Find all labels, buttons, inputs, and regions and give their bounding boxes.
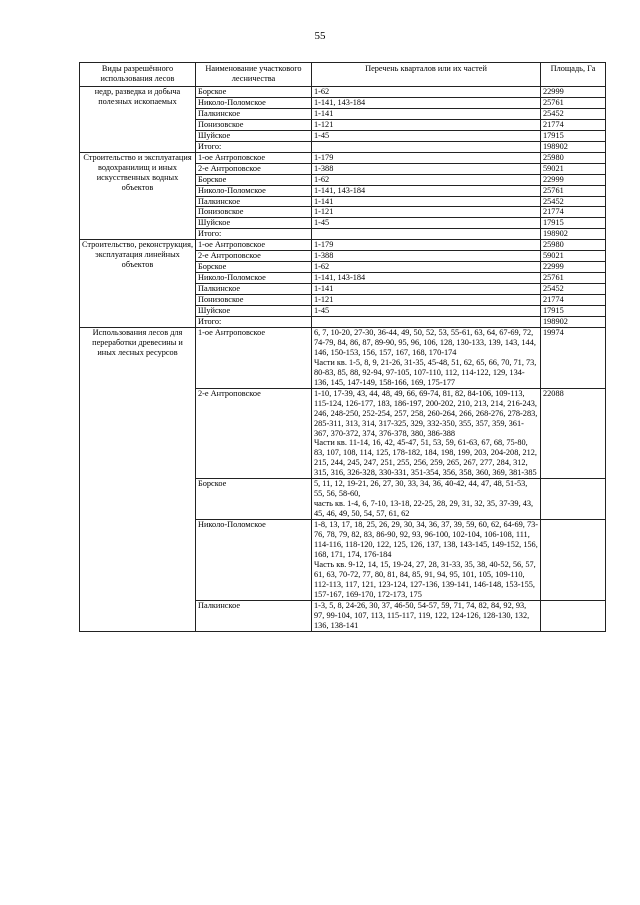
quarters-cell	[312, 600, 541, 631]
area-cell: 17915	[541, 130, 606, 141]
quarters-cell: 1-45	[312, 218, 541, 229]
use-type-cell: Строительство и эксплуатация водохранилищ и иных искусственных водных объектов	[80, 152, 196, 240]
quarters-parts: Части кв. 1-5, 8, 9, 21-26, 31-35, 45-48, 51, 62, 65, 66, 70, 71, 73, 80-83, 85, 88, 92-94, 97-105, 107-110, 112, 114-122, 129, 134-136, 145, 147-149, 158-166, 169, 175-177	[314, 357, 537, 387]
quarters-cell: 1-141, 143-184	[312, 97, 541, 108]
forestry-cell: Понизовское	[196, 295, 312, 306]
header-use-type: Виды разрешённого использования лесов	[80, 63, 196, 87]
forestry-cell: 1-ое Антроповское	[196, 327, 312, 388]
header-area: Площадь, Га	[541, 63, 606, 87]
total-area: 198902	[541, 141, 606, 152]
quarters-cell	[312, 317, 541, 328]
quarters-cell: 1-141	[312, 284, 541, 295]
area-cell	[541, 479, 606, 520]
area-cell: 25980	[541, 240, 606, 251]
forestry-cell: Шуйское	[196, 218, 312, 229]
quarters-cell: 1-121	[312, 207, 541, 218]
area-cell	[541, 520, 606, 601]
quarters-cell	[312, 479, 541, 520]
quarters-cell: 1-141, 143-184	[312, 273, 541, 284]
quarters-cell: 1-62	[312, 262, 541, 273]
total-area: 198902	[541, 229, 606, 240]
area-cell: 21774	[541, 295, 606, 306]
quarters-cell: 1-388	[312, 163, 541, 174]
quarters-cell	[312, 141, 541, 152]
quarters-cell	[312, 520, 541, 601]
forestry-cell: Борское	[196, 87, 312, 98]
quarters-cell	[312, 388, 541, 479]
forestry-cell: Николо-Поломское	[196, 97, 312, 108]
area-cell: 22088	[541, 388, 606, 479]
table-row	[80, 240, 606, 251]
area-cell: 21774	[541, 207, 606, 218]
forestry-cell: Николо-Поломское	[196, 185, 312, 196]
forestry-cell: Шуйское	[196, 130, 312, 141]
area-cell: 22999	[541, 87, 606, 98]
quarters-parts: часть кв. 1-4, 6, 7-10, 13-18, 22-25, 28, 29, 31, 32, 35, 37-39, 43, 45, 46, 49, 50, 54, 57, 61, 62	[314, 499, 534, 519]
use-type-cell: Использования лесов для переработки древесины и иных лесных ресурсов	[80, 327, 196, 631]
quarters-cell: 1-141, 143-184	[312, 185, 541, 196]
forestry-cell: Палкинское	[196, 284, 312, 295]
forestry-cell: Палкинское	[196, 196, 312, 207]
quarters-cell: 1-62	[312, 87, 541, 98]
quarters-full: 1-10, 17-39, 43, 44, 48, 49, 66, 69-74, 81, 82, 84-106, 109-113, 115-124, 126-177, 183, 186-197, 200-202, 210, 213, 214, 216-243, 246, 248-250, 252-254, 257, 258, 260-264, 266, 268-276, 278-283, 285-311, 313, 314, 317-325, 329, 332-350, 355, 357, 359, 361-367, 370-372, 374, 376-378, 380, 386-388	[314, 388, 538, 438]
forestry-cell: 1-ое Антроповское	[196, 240, 312, 251]
table-row	[80, 87, 606, 98]
quarters-cell	[312, 229, 541, 240]
forestry-cell: 1-ое Антроповское	[196, 152, 312, 163]
quarters-full: 5, 11, 12, 19-21, 26, 27, 30, 33, 34, 36, 40-42, 44, 47, 48, 51-53, 55, 56, 58-60,	[314, 479, 528, 499]
quarters-cell: 1-62	[312, 174, 541, 185]
quarters-full: 6, 7, 10-20, 27-30, 36-44, 49, 50, 52, 53, 55-61, 63, 64, 67-69, 72, 74-79, 84, 86, 87, 89-90, 95, 96, 106, 128, 130-133, 139, 143, 144, 146, 150-153, 156, 157, 167, 168, 170-174	[314, 327, 536, 357]
quarters-cell: 1-121	[312, 119, 541, 130]
quarters-cell: 1-179	[312, 152, 541, 163]
quarters-cell: 1-141	[312, 108, 541, 119]
area-cell: 19974	[541, 327, 606, 388]
area-cell: 22999	[541, 262, 606, 273]
area-cell	[541, 600, 606, 631]
forestry-cell: Борское	[196, 479, 312, 520]
quarters-cell: 1-388	[312, 251, 541, 262]
forestry-cell: 2-е Антроповское	[196, 388, 312, 479]
forestry-cell: Николо-Поломское	[196, 273, 312, 284]
use-type-cell: Строительство, реконструкция, эксплуатация линейных объектов	[80, 240, 196, 328]
page-number: 55	[314, 30, 326, 42]
quarters-cell: 1-121	[312, 295, 541, 306]
quarters-cell: 1-45	[312, 306, 541, 317]
total-area: 198902	[541, 317, 606, 328]
quarters-parts: Части кв. 11-14, 16, 42, 45-47, 51, 53, 59, 61-63, 67, 68, 75-80, 83, 107, 108, 114, 125, 178-182, 184, 198, 199, 203, 204-208, 212, 215, 244, 245, 247, 251, 255, 256, 259, 265, 267, 277, 284, 312, 315, 316, 326-328, 330-331, 351-354, 356, 358, 360, 369, 381-385	[314, 438, 538, 478]
area-cell: 59021	[541, 163, 606, 174]
forestry-cell: Палкинское	[196, 108, 312, 119]
area-cell: 22999	[541, 174, 606, 185]
total-label: Итого:	[196, 141, 312, 152]
total-label: Итого:	[196, 317, 312, 328]
forestry-cell: Понизовское	[196, 119, 312, 130]
area-cell: 25452	[541, 284, 606, 295]
use-type-cell: недр, разведка и добыча полезных ископаемых	[80, 87, 196, 153]
area-cell: 21774	[541, 119, 606, 130]
quarters-cell	[312, 327, 541, 388]
area-cell: 59021	[541, 251, 606, 262]
table-header-row	[80, 63, 606, 87]
area-cell: 17915	[541, 306, 606, 317]
area-cell: 25761	[541, 97, 606, 108]
forestry-cell: Шуйское	[196, 306, 312, 317]
area-cell: 25452	[541, 196, 606, 207]
quarters-cell: 1-45	[312, 130, 541, 141]
area-cell: 25761	[541, 273, 606, 284]
forestry-cell: Борское	[196, 174, 312, 185]
forest-use-table	[79, 62, 606, 632]
quarters-full: 1-8, 13, 17, 18, 25, 26, 29, 30, 34, 36, 37, 39, 59, 60, 62, 64-69, 73-76, 78, 79, 82, 83, 86-90, 92, 93, 96-100, 102-104, 106-108, 111, 114-116, 118-120, 122, 125, 126, 137, 138, 143-145, 149-152, 156, 168, 171, 174, 176-184	[314, 520, 539, 559]
quarters-parts: Часть кв. 9-12, 14, 15, 19-24, 27, 28, 31-33, 35, 38, 40-52, 56, 57, 61, 63, 70-72, 77, 80, 81, 84, 85, 91, 94, 95, 101, 105, 109-110, 112-113, 117, 121, 123-124, 127-136, 139-141, 146-148, 153-155, 157-167, 169-170, 172-173, 175	[314, 559, 536, 599]
forestry-cell: Понизовское	[196, 207, 312, 218]
quarters-cell: 1-179	[312, 240, 541, 251]
area-cell: 25761	[541, 185, 606, 196]
forestry-cell: 2-е Антроповское	[196, 251, 312, 262]
table-row	[80, 327, 606, 388]
quarters-cell: 1-141	[312, 196, 541, 207]
area-cell: 25980	[541, 152, 606, 163]
table-row	[80, 152, 606, 163]
forestry-cell: Палкинское	[196, 600, 312, 631]
forestry-cell: Борское	[196, 262, 312, 273]
quarters-full: 1-3, 5, 8, 24-26, 30, 37, 46-50, 54-57, 59, 71, 74, 82, 84, 92, 93, 97, 99-104, 107, 113, 115-117, 119, 122, 124-126, 128-130, 132, 136, 138-141	[314, 600, 530, 630]
area-cell: 17915	[541, 218, 606, 229]
area-cell: 25452	[541, 108, 606, 119]
header-quarters: Перечень кварталов или их частей	[312, 63, 541, 87]
forestry-cell: Николо-Поломское	[196, 520, 312, 601]
header-forestry: Наименование участкового лесничества	[196, 63, 312, 87]
total-label: Итого:	[196, 229, 312, 240]
forestry-cell: 2-е Антроповское	[196, 163, 312, 174]
